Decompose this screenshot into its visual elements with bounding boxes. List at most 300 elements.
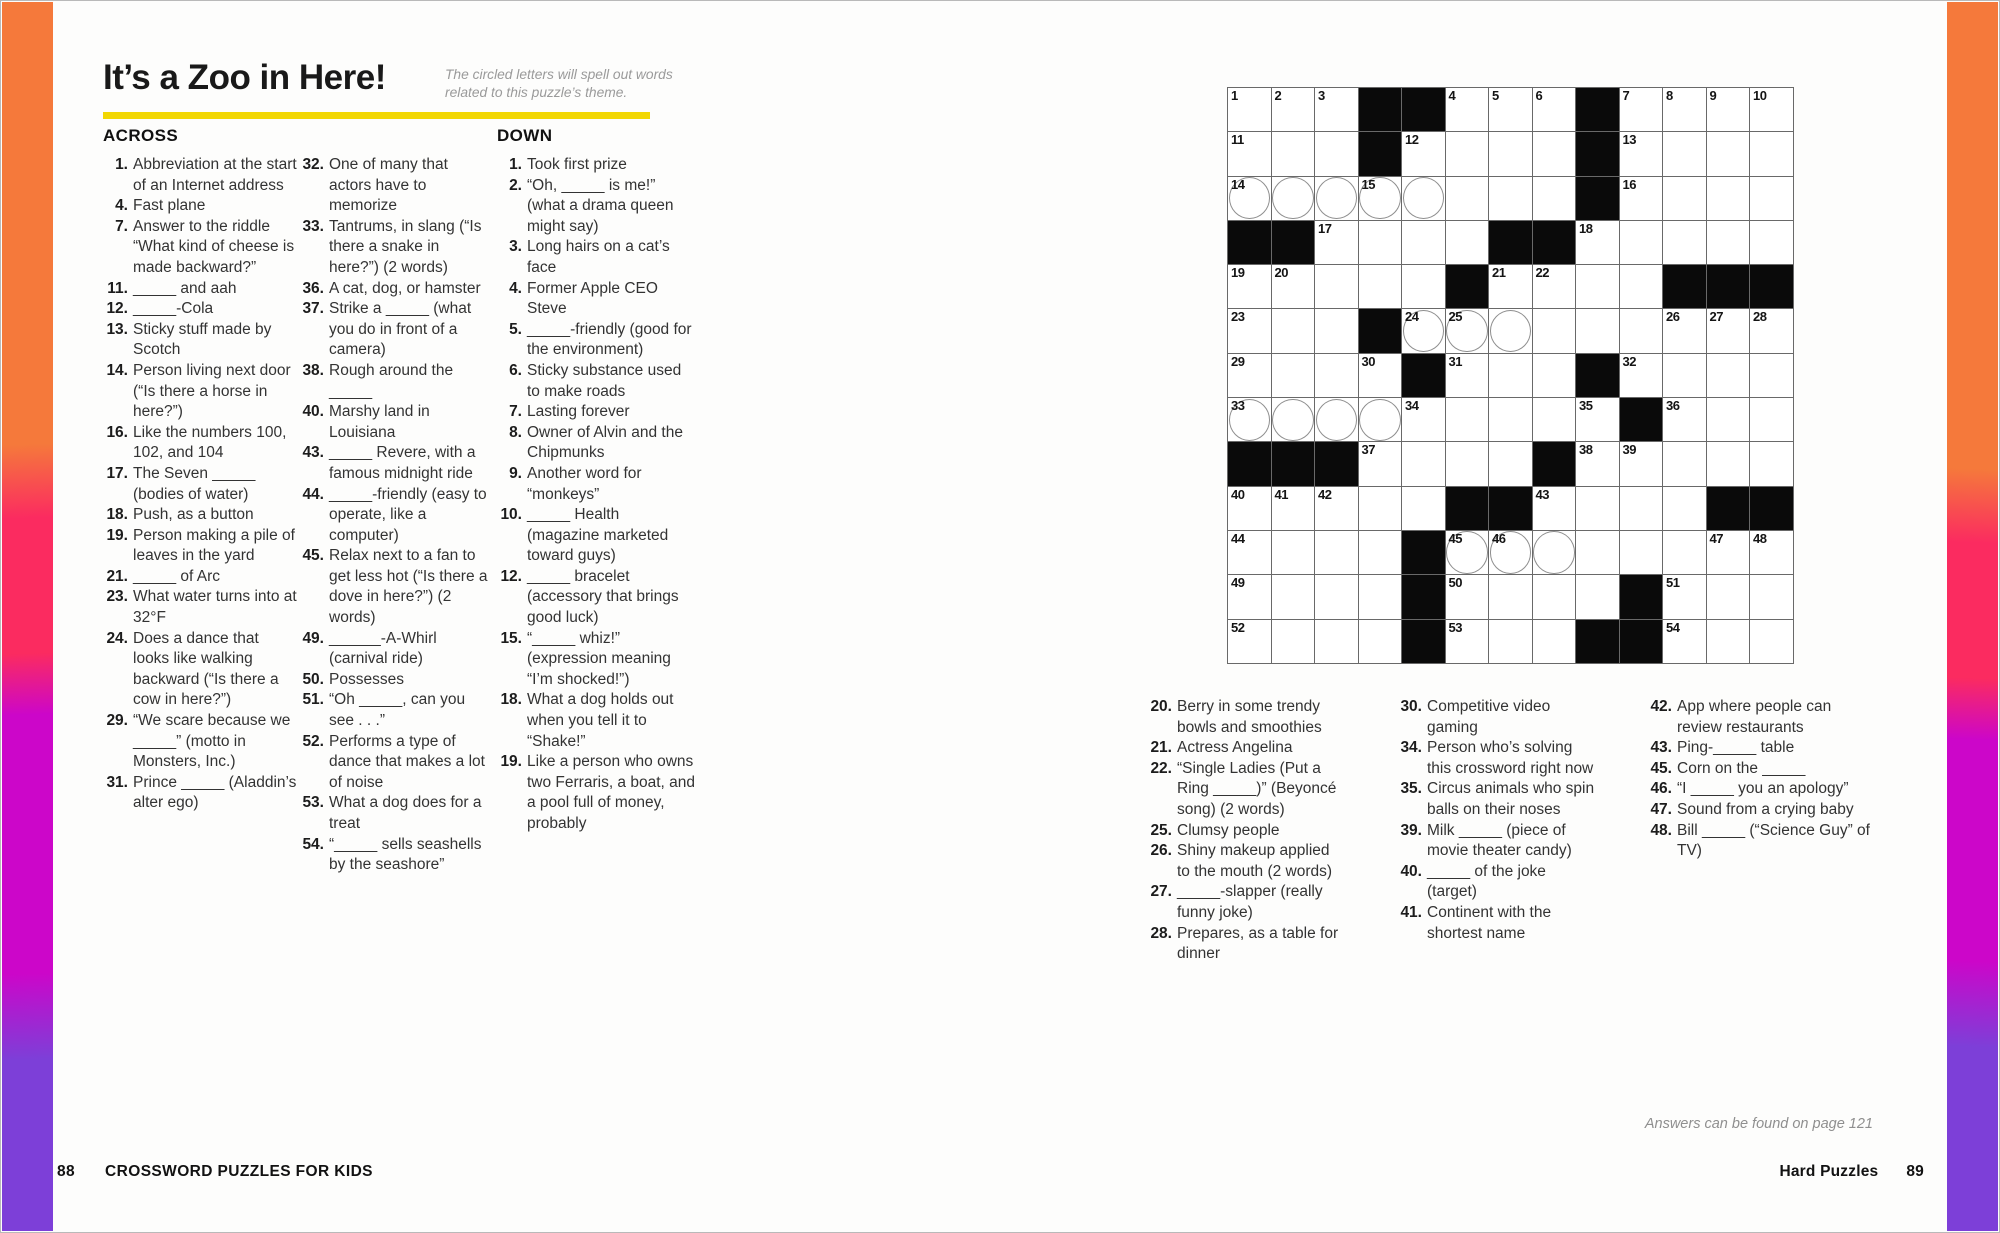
grid-cell [1620, 354, 1664, 398]
clue-text: A cat, dog, or hamster [329, 279, 481, 297]
grid-cell [1663, 177, 1707, 221]
grid-cell [1620, 442, 1664, 486]
grid-cell [1489, 132, 1533, 176]
clue-item [103, 567, 297, 588]
clue-item [299, 299, 493, 361]
grid-cell-black [1446, 487, 1490, 531]
clue-number: 18. [106, 506, 128, 524]
grid-cell-number: 14 [1231, 176, 1245, 192]
grid-cell [1359, 265, 1403, 309]
grid-cell-black [1402, 531, 1446, 575]
clue-item [299, 402, 493, 443]
clue-text: ______-A-Whirl (carnival ride) [329, 629, 437, 668]
grid-cell-number: 19 [1231, 265, 1245, 281]
circled-letter-marker [1272, 399, 1314, 441]
grid-cell [1750, 309, 1794, 353]
grid-cell-number: 47 [1709, 530, 1723, 546]
grid-cell [1707, 88, 1751, 132]
grid-cell [1750, 575, 1794, 619]
grid-cell-number: 27 [1709, 309, 1723, 325]
clue-text: _____-slapper (really funny joke) [1177, 883, 1323, 921]
grid-cell [1533, 531, 1577, 575]
grid-cell [1663, 531, 1707, 575]
grid-cell-number: 28 [1753, 309, 1767, 325]
clue-text: Competitive video gaming [1427, 698, 1551, 736]
grid-cell [1663, 354, 1707, 398]
grid-cell-black [1707, 265, 1751, 309]
clue-item [497, 402, 695, 423]
clue-item [299, 732, 493, 794]
crossword-grid [1227, 87, 1794, 664]
grid-cell-number: 44 [1231, 530, 1245, 546]
clue-item [497, 690, 695, 752]
grid-cell [1576, 442, 1620, 486]
clue-item [103, 711, 297, 773]
down-clues-column-4 [1647, 697, 1879, 862]
clue-number: 39. [1400, 821, 1422, 839]
grid-cell [1533, 620, 1577, 664]
grid-cell [1402, 309, 1446, 353]
clue-number: 48. [1650, 821, 1672, 839]
grid-cell-number: 31 [1448, 353, 1462, 369]
grid-cell-number: 41 [1274, 486, 1288, 502]
grid-cell [1228, 354, 1272, 398]
clue-item [497, 629, 695, 691]
clue-number: 26. [1150, 842, 1172, 860]
grid-cell [1402, 442, 1446, 486]
left-color-strip [2, 2, 53, 1231]
clue-text: Owner of Alvin and the Chipmunks [527, 423, 683, 462]
clue-number: 43. [1650, 739, 1672, 757]
grid-cell-number: 21 [1492, 265, 1506, 281]
across-clues-column-1 [103, 155, 297, 814]
clue-text: The Seven _____ (bodies of water) [133, 464, 256, 503]
clue-number: 15. [500, 629, 522, 647]
grid-cell-black [1228, 221, 1272, 265]
clue-number: 51. [302, 691, 324, 709]
grid-cell [1533, 575, 1577, 619]
clue-text: Actress Angelina [1177, 739, 1293, 757]
grid-cell [1446, 177, 1490, 221]
grid-cell [1620, 132, 1664, 176]
clue-item [103, 361, 297, 423]
grid-cell [1576, 221, 1620, 265]
grid-cell [1359, 531, 1403, 575]
grid-cell-black [1446, 265, 1490, 309]
puzzle-title: It’s a Zoo in Here! [103, 58, 386, 97]
grid-cell-number: 8 [1666, 88, 1673, 103]
clue-text: Shiny makeup applied to the mouth (2 words) [1177, 842, 1333, 880]
clue-item [299, 361, 493, 402]
grid-cell [1533, 88, 1577, 132]
yellow-accent-bar [103, 112, 650, 119]
grid-cell-number: 18 [1579, 220, 1593, 236]
clue-number: 41. [1400, 903, 1422, 921]
grid-cell [1228, 398, 1272, 442]
clue-text: _____ of the joke (target) [1427, 862, 1546, 901]
grid-cell [1446, 88, 1490, 132]
grid-cell [1359, 398, 1403, 442]
clue-number: 21. [1150, 739, 1172, 757]
clue-text: “Oh, _____ is me!” (what a drama queen might say) [527, 176, 674, 235]
clue-item [1147, 697, 1345, 738]
grid-cell-number: 53 [1448, 619, 1462, 635]
clue-text: _____ and aah [133, 279, 237, 297]
grid-cell [1620, 177, 1664, 221]
across-clues-column-2 [299, 155, 493, 876]
grid-cell-black [1663, 265, 1707, 309]
grid-cell [1272, 620, 1316, 664]
footer-right [1779, 1163, 1924, 1181]
grid-cell [1576, 575, 1620, 619]
clue-number: 13. [106, 320, 128, 338]
grid-cell [1663, 620, 1707, 664]
grid-cell-black [1359, 309, 1403, 353]
grid-cell [1402, 398, 1446, 442]
grid-cell [1359, 575, 1403, 619]
grid-cell [1576, 487, 1620, 531]
clue-item [299, 155, 493, 217]
clue-item [103, 464, 297, 505]
clue-number: 46. [1650, 780, 1672, 798]
grid-cell-black [1489, 487, 1533, 531]
clue-text: Strike a _____ (what you do in front of a camera) [329, 300, 472, 359]
clue-number: 17. [106, 464, 128, 482]
grid-cell [1359, 487, 1403, 531]
clue-number: 40. [1400, 862, 1422, 880]
grid-cell-black [1228, 442, 1272, 486]
clue-text: Answer to the riddle “What kind of cheese is made backward?” [133, 217, 295, 276]
clue-number: 12. [106, 300, 128, 318]
clue-text: What water turns into at 32°F [133, 588, 297, 627]
grid-cell-number: 3 [1318, 88, 1325, 103]
clue-number: 22. [1150, 759, 1172, 777]
grid-cell [1446, 132, 1490, 176]
grid-cell-number: 32 [1622, 353, 1636, 369]
grid-cell [1446, 309, 1490, 353]
clue-number: 10. [500, 506, 522, 524]
grid-cell [1446, 398, 1490, 442]
clue-text: Took first prize [527, 156, 627, 173]
clue-item [299, 835, 493, 876]
clue-number: 19. [500, 753, 522, 771]
grid-cell-black [1489, 221, 1533, 265]
clue-text: “Single Ladies (Put a Ring _____)” (Beyoncé song) (2 words) [1177, 759, 1337, 818]
clue-number: 24. [106, 629, 128, 647]
down-clues-column-2 [1147, 697, 1345, 965]
grid-cell [1315, 620, 1359, 664]
clue-number: 19. [106, 526, 128, 544]
grid-cell [1489, 398, 1533, 442]
grid-cell [1402, 221, 1446, 265]
grid-cell-number: 13 [1622, 132, 1636, 148]
clue-item [103, 155, 297, 196]
grid-cell-black [1359, 88, 1403, 132]
grid-cell-black [1620, 620, 1664, 664]
grid-cell [1272, 487, 1316, 531]
clue-item [1147, 841, 1345, 882]
grid-cell [1533, 487, 1577, 531]
grid-cell-black [1750, 265, 1794, 309]
clue-item [299, 793, 493, 834]
grid-cell-number: 11 [1231, 132, 1244, 148]
grid-cell [1750, 177, 1794, 221]
grid-cell [1489, 620, 1533, 664]
clue-number: 45. [302, 547, 324, 565]
grid-cell-number: 40 [1231, 486, 1245, 502]
right-color-strip [1947, 2, 1998, 1231]
grid-cell-number: 43 [1535, 486, 1549, 502]
grid-cell [1446, 531, 1490, 575]
clue-item [103, 505, 297, 526]
grid-cell [1315, 575, 1359, 619]
clue-item [1147, 882, 1345, 923]
grid-cell [1707, 442, 1751, 486]
clue-number: 28. [1150, 924, 1172, 942]
grid-cell-black [1620, 398, 1664, 442]
grid-cell [1533, 354, 1577, 398]
clue-text: Person who’s solving this crossword right now [1427, 739, 1594, 777]
grid-cell [1663, 575, 1707, 619]
clue-number: 7. [115, 217, 128, 235]
grid-cell [1663, 309, 1707, 353]
circled-letter-marker [1316, 177, 1358, 219]
grid-cell [1359, 177, 1403, 221]
clue-item [497, 752, 695, 834]
grid-cell-number: 15 [1361, 176, 1375, 192]
clue-item [1397, 862, 1595, 903]
clue-item [103, 320, 297, 361]
grid-cell-black [1533, 442, 1577, 486]
grid-cell-number: 6 [1535, 88, 1543, 103]
grid-cell [1620, 88, 1664, 132]
clue-number: 21. [106, 567, 128, 585]
grid-cell [1272, 531, 1316, 575]
grid-cell [1663, 398, 1707, 442]
clue-item [1147, 759, 1345, 821]
clue-item [103, 526, 297, 567]
grid-cell [1663, 88, 1707, 132]
clue-text: _____-friendly (good for the environment) [527, 320, 692, 359]
clue-number: 4. [509, 279, 522, 297]
clue-text: Like the numbers 100, 102, and 104 [133, 423, 287, 462]
grid-cell-number: 12 [1405, 132, 1419, 148]
grid-cell [1446, 221, 1490, 265]
grid-cell [1620, 487, 1664, 531]
grid-cell-number: 35 [1579, 398, 1593, 414]
grid-cell-number: 10 [1753, 88, 1767, 103]
grid-cell [1228, 309, 1272, 353]
grid-cell [1707, 221, 1751, 265]
grid-cell-black [1315, 442, 1359, 486]
grid-cell-number: 50 [1448, 575, 1462, 591]
clue-number: 31. [106, 773, 128, 791]
grid-cell [1402, 132, 1446, 176]
grid-cell [1750, 221, 1794, 265]
clue-number: 32. [302, 156, 324, 173]
grid-cell-number: 29 [1231, 353, 1245, 369]
clue-item [1397, 779, 1595, 820]
clue-text: Another word for “monkeys” [527, 464, 642, 503]
grid-cell [1620, 309, 1664, 353]
clue-number: 29. [106, 712, 128, 730]
grid-cell [1315, 531, 1359, 575]
grid-cell-number: 24 [1405, 309, 1419, 325]
grid-cell [1272, 177, 1316, 221]
clue-text: One of many that actors have to memorize [329, 156, 448, 215]
grid-cell [1359, 354, 1403, 398]
grid-cell [1707, 398, 1751, 442]
grid-cell [1707, 531, 1751, 575]
grid-cell [1663, 487, 1707, 531]
grid-cell-number: 20 [1274, 265, 1288, 281]
clue-number: 43. [302, 444, 324, 462]
clue-text: Rough around the _____ [329, 361, 454, 400]
clue-number: 52. [302, 732, 324, 750]
grid-cell-number: 22 [1535, 265, 1549, 281]
grid-cell-black [1359, 132, 1403, 176]
grid-cell-number: 45 [1448, 530, 1462, 546]
clue-item [1397, 821, 1595, 862]
grid-cell-black [1707, 487, 1751, 531]
clue-item [299, 279, 493, 300]
grid-cell [1359, 442, 1403, 486]
clue-text: Possesses [329, 670, 404, 688]
clue-text: Former Apple CEO Steve [527, 279, 658, 318]
clue-text: Does a dance that looks like walking backward (“Is there a cow in here?”) [133, 629, 279, 709]
grid-cell [1402, 487, 1446, 531]
clue-item [103, 217, 297, 279]
grid-cell [1402, 265, 1446, 309]
grid-cell-black [1576, 132, 1620, 176]
clue-number: 3. [509, 238, 522, 256]
grid-cell [1750, 442, 1794, 486]
clue-text: Performs a type of dance that makes a lot of noise [329, 732, 485, 791]
grid-cell-black [1576, 177, 1620, 221]
clue-item [1397, 738, 1595, 779]
clue-item [299, 443, 493, 484]
grid-cell-black [1576, 620, 1620, 664]
page-number-right: 89 [1906, 1163, 1924, 1180]
grid-cell [1489, 531, 1533, 575]
clue-number: 4. [115, 197, 128, 215]
grid-cell [1620, 265, 1664, 309]
circled-letter-marker [1490, 310, 1532, 352]
clue-item [1647, 738, 1879, 759]
grid-cell [1533, 132, 1577, 176]
clue-item [299, 546, 493, 628]
clue-text: Prepares, as a table for dinner [1177, 924, 1339, 963]
clue-number: 7. [509, 403, 522, 421]
clue-text: Sticky substance used to make roads [527, 361, 682, 400]
clue-item [299, 629, 493, 670]
grid-cell [1446, 442, 1490, 486]
clue-item [497, 237, 695, 278]
grid-cell-number: 26 [1666, 309, 1680, 325]
section-label-footer: Hard Puzzles [1779, 1163, 1879, 1180]
clue-number: 38. [302, 361, 324, 379]
grid-cell [1489, 575, 1533, 619]
grid-cell [1620, 221, 1664, 265]
clue-item [1647, 800, 1879, 821]
clue-text: Person living next door (“Is there a horse in here?”) [133, 361, 291, 421]
grid-cell-number: 1 [1231, 88, 1238, 103]
clue-item [1397, 697, 1595, 738]
grid-cell [1446, 620, 1490, 664]
grid-cell-number: 9 [1709, 88, 1717, 103]
clue-item [1647, 697, 1879, 738]
grid-cell [1707, 575, 1751, 619]
clue-text: Lasting forever [527, 403, 630, 421]
clue-number: 20. [1150, 698, 1172, 715]
grid-cell [1446, 575, 1490, 619]
grid-cell-number: 42 [1318, 486, 1332, 502]
grid-cell [1750, 132, 1794, 176]
grid-cell [1315, 398, 1359, 442]
clue-number: 1. [509, 156, 522, 173]
clue-item [103, 279, 297, 300]
clue-text: _____ of Arc [133, 567, 221, 585]
clue-item [497, 423, 695, 464]
grid-cell [1315, 132, 1359, 176]
circled-letter-marker [1533, 531, 1575, 573]
clue-text: Corn on the _____ [1677, 759, 1806, 777]
answers-note: Answers can be found on page 121 [1644, 1116, 1873, 1132]
grid-cell-number: 36 [1666, 398, 1680, 414]
clue-item [1647, 759, 1879, 780]
grid-cell [1228, 265, 1272, 309]
grid-cell-number: 46 [1492, 530, 1506, 546]
clue-text: Bill _____ (“Science Guy” of TV) [1677, 821, 1870, 860]
grid-cell-number: 54 [1666, 619, 1680, 635]
clue-number: 14. [106, 361, 128, 379]
grid-cell-number: 5 [1492, 88, 1499, 103]
grid-cell [1750, 620, 1794, 664]
clue-number: 16. [106, 423, 128, 441]
down-heading: DOWN [497, 126, 553, 145]
clue-text: Milk _____ (piece of movie theater candy) [1427, 821, 1572, 860]
grid-cell [1489, 354, 1533, 398]
grid-cell [1489, 265, 1533, 309]
grid-cell [1663, 132, 1707, 176]
clue-number: 49. [302, 629, 324, 647]
grid-cell [1315, 487, 1359, 531]
clue-text: Sound from a crying baby [1677, 800, 1854, 818]
grid-cell [1533, 398, 1577, 442]
grid-cell [1750, 88, 1794, 132]
clue-item [103, 423, 297, 464]
grid-cell-number: 25 [1448, 309, 1462, 325]
grid-cell-number: 49 [1231, 575, 1245, 591]
clue-item [497, 176, 695, 238]
grid-cell [1272, 88, 1316, 132]
grid-cell-number: 37 [1361, 442, 1375, 458]
circled-letter-marker [1272, 177, 1314, 219]
clue-text: Continent with the shortest name [1427, 903, 1552, 942]
grid-cell-number: 51 [1666, 575, 1680, 591]
clue-item [497, 505, 695, 567]
grid-cell-black [1272, 442, 1316, 486]
grid-cell [1228, 531, 1272, 575]
grid-cell [1359, 620, 1403, 664]
grid-cell-number: 39 [1622, 442, 1636, 458]
clue-number: 30. [1400, 698, 1422, 715]
clue-item [497, 320, 695, 361]
clue-item [497, 464, 695, 505]
clue-item [1147, 924, 1345, 965]
grid-cell-black [1402, 620, 1446, 664]
page-number-left: 88 [57, 1163, 76, 1180]
